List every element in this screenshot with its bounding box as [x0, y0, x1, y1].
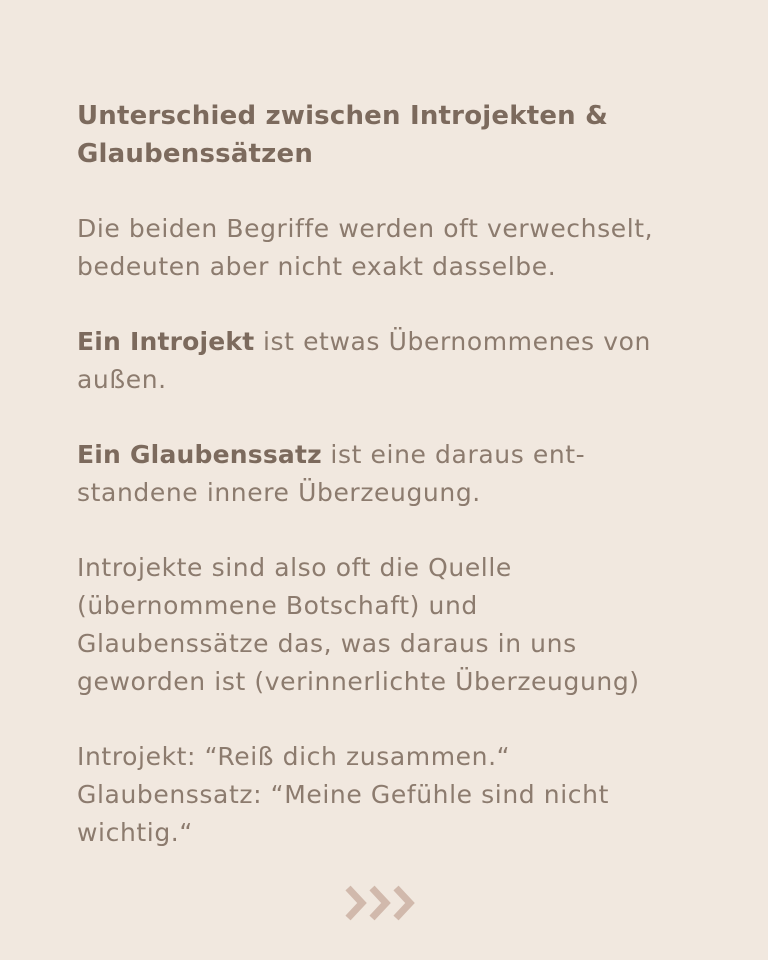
example-paragraph [77, 738, 717, 852]
title-line-1: Unterschied zwischen Introjekten & [77, 101, 609, 131]
slide-title [77, 97, 717, 173]
introjekt-text: ist etwas Übernommenes von [254, 327, 651, 356]
slide-content [77, 97, 717, 852]
chevron-right-icon [348, 888, 362, 918]
glaubenssatz-line-2: standene innere Überzeugung. [77, 478, 481, 507]
chevron-right-icon [396, 888, 410, 918]
introjekt-line-1 [77, 323, 717, 361]
example-line-2: Glaubenssatz: “Meine Gefühle sind nicht [77, 780, 609, 809]
glaubenssatz-text: ist eine daraus ent- [321, 440, 586, 469]
example-line-1: Introjekt: “Reiß dich zusammen.“ [77, 742, 511, 771]
summary-line-4: geworden ist (verinnerlichte Überzeugung) [77, 667, 640, 696]
summary-line-1: Introjekte sind also oft die Quelle [77, 553, 512, 582]
summary-line-2: (übernommene Botschaft) und [77, 591, 478, 620]
title-line-2: Glaubenssätzen [77, 139, 314, 169]
introjekt-line-2: außen. [77, 365, 167, 394]
intro-line-1: Die beiden Begriffe werden oft verwechselt, [77, 214, 654, 243]
glaubenssatz-definition [77, 436, 717, 512]
intro-paragraph [77, 210, 717, 286]
summary-paragraph [77, 549, 717, 701]
introjekt-definition [77, 323, 717, 399]
introjekt-term: Ein Introjekt [77, 327, 255, 356]
summary-line-3: Glaubenssätze das, was daraus in uns [77, 629, 577, 658]
chevron-right-icon [372, 888, 386, 918]
intro-line-2: bedeuten aber nicht exakt dasselbe. [77, 252, 557, 281]
glaubenssatz-line-1 [77, 436, 717, 474]
glaubenssatz-term: Ein Glaubenssatz [77, 440, 322, 469]
triple-chevron-right-icon[interactable] [344, 884, 422, 922]
example-line-3: wichtig.“ [77, 818, 193, 847]
